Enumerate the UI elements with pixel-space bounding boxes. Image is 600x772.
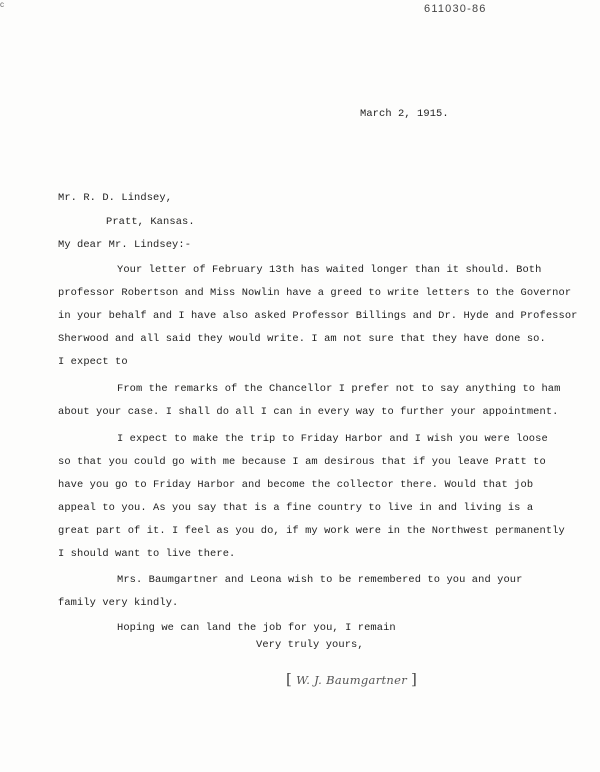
paragraph-5: Hoping we can land the job for you, I remain: [117, 622, 396, 634]
file-number: 611030-86: [424, 3, 487, 15]
letter-closing: Very truly yours,: [256, 639, 364, 651]
paragraph-line: so that you could go with me because I am desirous that if you leave Pratt to: [58, 456, 546, 468]
paragraph-line: Your letter of February 13th has waited longer than it should. Both: [117, 264, 542, 276]
paragraph-line: From the remarks of the Chancellor I prefer not to say anything to ham: [117, 383, 561, 395]
paragraph-line: professor Robertson and Miss Nowlin have a greed to write letters to the Governor: [58, 287, 572, 299]
recipient-place: Pratt, Kansas.: [106, 216, 195, 228]
paragraph-line: I expect to make the trip to Friday Harbor and I wish you were loose: [117, 433, 548, 445]
paragraph-line: in your behalf and I have also asked Professor Billings and Dr. Hyde and Professor: [58, 310, 578, 322]
paragraph-line: I should want to live there.: [58, 548, 236, 560]
signature-bracket-close: ]: [411, 670, 418, 688]
paragraph-line: have you go to Friday Harbor and become the collector there. Would that job: [58, 479, 534, 491]
letter-date: March 2, 1915.: [360, 108, 449, 120]
signature: [286, 670, 417, 688]
signature-text: W. J. Baumgartner: [296, 673, 408, 687]
signature-bracket-open: [: [286, 670, 293, 688]
paragraph-line: Sherwood and all said they would write. I am not sure that they have done so.: [58, 333, 546, 345]
salutation: My dear Mr. Lindsey:-: [58, 239, 192, 251]
paragraph-line: great part of it. I feel as you do, if my work were in the Northwest permanently: [58, 525, 565, 537]
recipient-name: Mr. R. D. Lindsey,: [58, 192, 173, 204]
paragraph-line: about your case. I shall do all I can in every way to further your appointment.: [58, 406, 559, 418]
corner-mark: c: [0, 0, 4, 9]
paragraph-line: appeal to you. As you say that is a fine country to live in and living is a: [58, 502, 534, 514]
paragraph-line: I expect to: [58, 356, 128, 368]
paragraph-line: family very kindly.: [58, 597, 179, 609]
paragraph-line: Mrs. Baumgartner and Leona wish to be remembered to you and your: [117, 574, 523, 586]
